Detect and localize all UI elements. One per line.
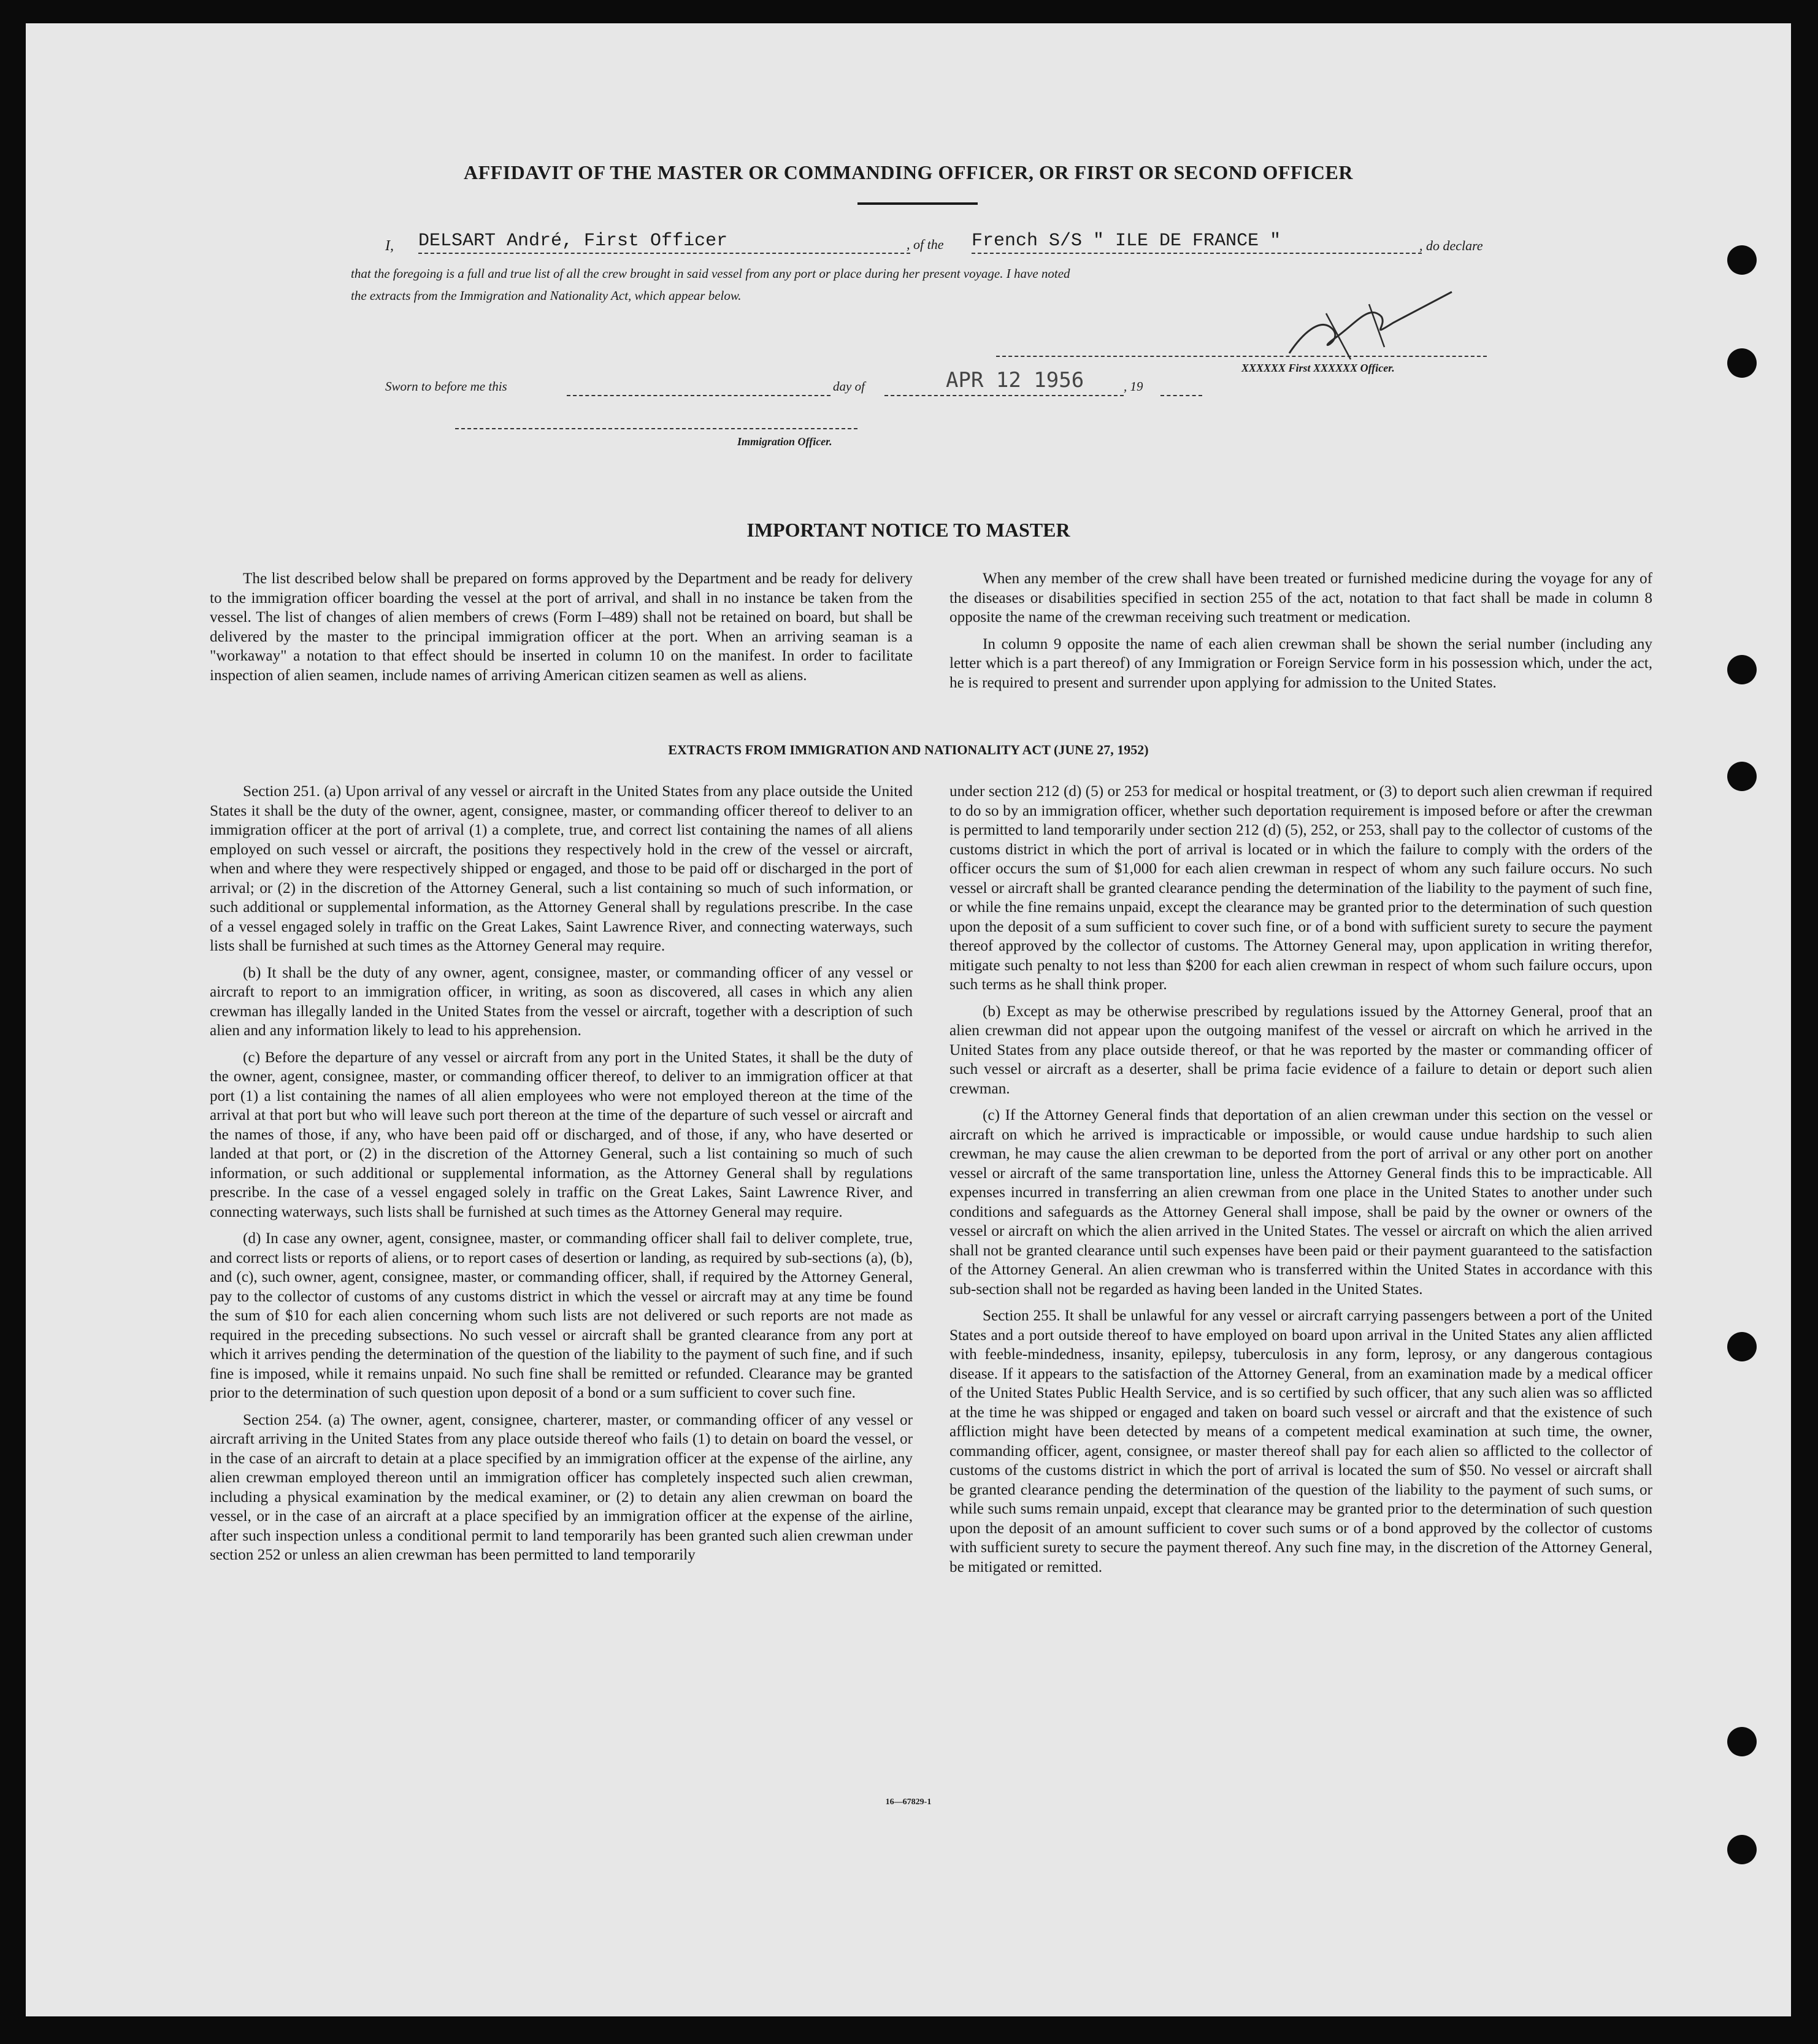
affidavit-line-2: that the foregoing is a full and true list of all the crew brought in said vessel from any port or place during her present voyage. I have noted [351, 266, 1070, 281]
signature-icon [1277, 280, 1461, 372]
sworn-month-line [884, 395, 1124, 396]
extract-paragraph: (b) Except as may be otherwise prescribed by regulations issued by the Attorney General, proof that an alien crewman did not appear upon the outgoing manifest of the vessel or aircraft on which he arrived in the United States from any place outside thereof, or that he was reported by the master or commanding officer of such vessel or aircraft as a deserter, shall be prima facie evidence of a failure to detain or deport such alien crewman. [949, 1003, 1652, 1097]
title-divider [857, 202, 978, 205]
extracts-title: EXTRACTS FROM IMMIGRATION AND NATIONALITY ACT (JUNE 27, 1952) [668, 742, 1149, 757]
sworn-day-label: day of [833, 379, 865, 394]
officer-name-line [418, 253, 910, 254]
punch-hole-icon [1727, 1727, 1757, 1756]
notice-paragraph: The list described below shall be prepared on forms approved by the Department and be ready for delivery to the immigration officer boarding the vessel at the port of arrival, and shall in no instance be taken from the vessel. The list of changes of alien members of crews (Form I–489) shall not be retained on board, but shall be delivered by the master to the principal immigration officer at the port. When an arriving seaman is a "workaway" a notation to that effect should be inserted in column 10 on the manifest. In order to facilitate inspection of alien seamen, include names of arriving American citizen seamen as well as aliens. [210, 570, 913, 684]
notice-title: IMPORTANT NOTICE TO MASTER [746, 519, 1070, 541]
extract-paragraph: (c) If the Attorney General finds that deportation of an alien crewman under this section on the vessel or aircraft on which he arrived is impracticable or impossible, or would cause undue hardship to such alien crewman, he may cause the alien crewman to be deported from the port of arrival or any other port on another vessel or aircraft of the same transportation line, unless the Attorney General finds this to be impracticable. All expenses incurred in transferring an alien crewman from one place in the United States to another under such conditions and safeguards as the Attorney General shall impose, shall be paid by the owner or owners of the vessel or aircraft on which the alien arrived in the United States. The vessel or aircraft on which the alien arrived shall not be granted clearance until such expenses have been paid or their payment guaranteed to the satisfaction of the Attorney General. An alien crewman who is transferred within the United States in accordance with this sub-section shall not be regarded as having been landed in the United States. [949, 1107, 1652, 1298]
extract-paragraph: Section 255. It shall be unlawful for any vessel or aircraft carrying passengers between a port of the United States and a port outside thereof to have employed on board upon arrival in the United States any alien afflicted with feeble-mindedness, insanity, epilepsy, tuberculosis in any form, leprosy, or any dangerous contagious disease. If it appears to the satisfaction of the Attorney General, from an examination made by a medical officer of the United States Public Health Service, and is so certified by such officer, that any such alien was so afflicted at the time he was shipped or engaged and taken on board such vessel or aircraft and that the existence of such affliction might have been detected by means of a competent medical examination at such time, the owner, commanding officer, agent, consignee, or master thereof shall pay for each alien so afflicted to the collector of customs of the customs district in which the port of arrival is located the sum of $50. No vessel or aircraft shall be granted clearance pending the determination of the question of the liability to the payment of such sums, or while such sums remain unpaid, except that clearance may be granted prior to the determination of such question upon the deposit of an amount sufficient to cover such sums or of a bond approved by the collector of customs with sufficient surety to secure the payment thereof. Any such fine may, in the discretion of the Attorney General, be mitigated or remitted. [949, 1307, 1652, 1575]
extract-paragraph: Section 251. (a) Upon arrival of any vessel or aircraft in the United States from any place outside the United States it shall be the duty of the owner, agent, consignee, master, or commanding officer thereof to deliver to an immigration officer at the port of arrival (1) a complete, true, and correct list containing the names of all aliens employed on such vessel or aircraft, the positions they respectively hold in the crew of the vessel or aircraft, when and where they were respectively shipped or engaged, and those to be paid off or discharged in the port of arrival; or (2) in the discretion of the Attorney General, such a list containing so much of such information, or such additional or supplemental information, as the Attorney General shall by regulations prescribe. In the case of a vessel engaged solely in traffic on the Great Lakes, Saint Lawrence River, and connecting waterways, such lists shall be furnished at such times as the Attorney General may require. [210, 783, 913, 954]
punch-hole-icon [1727, 348, 1757, 378]
signature-title-label: XXXXXX First XXXXXX Officer. [1241, 362, 1395, 374]
vessel-name: French S/S " ILE DE FRANCE " [972, 231, 1281, 251]
date-stamp: APR 12 1956 [946, 368, 1084, 392]
document-page [26, 23, 1791, 2016]
extract-paragraph: under section 212 (d) (5) or 253 for medical or hospital treatment, or (3) to deport such alien crewman if required to do so by an immigration officer, whether such deportation requirement is imposed before or after the crewman is permitted to land temporarily under section 212 (d) (5), 252, or 253, shall pay to the collector of customs of the customs district in which the port of arrival is located or in which the failure to comply with the orders of the officer occurs the sum of $1,000 for each alien crewman in respect of whom any such failure occurs. No such vessel or aircraft shall be granted clearance pending the determination of the liability to the payment of such fine, or while the fine remains unpaid, except the clearance may be granted prior to the determination of such question upon the deposit of a sum sufficient to cover such fine, or of a bond with sufficient surety to secure the payment thereof approved by the collector of customs. The Attorney General may, upon application in writing therefor, mitigate such penalty to not less than $200 for each alien crewman in respect of whom such failure occurs, upon such terms as he shall think proper. [949, 783, 1652, 993]
affidavit-prefix: I, [385, 238, 394, 254]
sworn-year-label: , 19 [1124, 379, 1143, 394]
document-title: AFFIDAVIT OF THE MASTER OR COMMANDING OFFICER, OR FIRST OR SECOND OFFICER [464, 161, 1353, 183]
declare-label: , do declare [1419, 238, 1483, 253]
of-the-label: , of the [907, 237, 944, 252]
notice-paragraph: When any member of the crew shall have been treated or furnished medicine during the voyage for any of the diseases or disabilities specified in section 255 of the act, notation to that fact shall be made in column 8 opposite the name of the crewman receiving such treatment or medication. [949, 570, 1652, 626]
punch-hole-icon [1727, 655, 1757, 684]
form-code: 16—67829-1 [885, 1797, 932, 1807]
punch-hole-icon [1727, 1332, 1757, 1361]
punch-hole-icon [1727, 245, 1757, 275]
extract-paragraph: (c) Before the departure of any vessel or aircraft from any port in the United States, it shall be the duty of the owner, agent, consignee, master, or commanding officer thereof, to deliver to an immigration officer at that port (1) a list containing the names of all alien employees who were not employed thereon at the time of the arrival at that port but who will leave such port thereon at the time of the departure of such vessel or aircraft and the names of those, if any, who have been paid off or discharged, and of those, if any, who have deserted or landed at that port, or (2) in the discretion of the Attorney General, such a list containing so much of such information, or such additional or supplemental information, as the Attorney General shall by regulations prescribe. In the case of a vessel engaged solely in traffic on the Great Lakes, Saint Lawrence River, and connecting waterways, such lists shall be furnished at such times as the Attorney General may require. [210, 1049, 913, 1220]
sworn-day-line [567, 395, 830, 396]
sworn-label: Sworn to before me this [385, 379, 507, 394]
extract-paragraph: (b) It shall be the duty of any owner, agent, consignee, master, or commanding officer of any vessel or aircraft to report to an immigration officer, in writing, as soon as discovered, all cases in which any alien crewman has illegally landed in the United States from the vessel or aircraft, together with a description of such alien and any information likely to lead to his apprehension. [210, 964, 913, 1039]
signature-line [996, 356, 1487, 357]
extracts-left-column [210, 782, 913, 1572]
officer-name: DELSART André, First Officer [418, 231, 728, 251]
vessel-name-line [972, 253, 1422, 254]
extract-paragraph: Section 254. (a) The owner, agent, consignee, charterer, master, or commanding officer of any vessel or aircraft arriving in the United States from any place outside thereof who fails (1) to detain on board the vessel, or in the case of an aircraft to detain at a place specified by an immigration officer at the expense of the airline, any alien crewman employed thereon until an immigration officer has completely inspected such alien crewman, including a physical examination by the medical examiner, or (2) to detain any alien crewman on board the vessel, or in the case of an aircraft at a place specified by an immigration officer at the expense of the airline, after such inspection unless a conditional permit to land temporarily has been granted such alien crewman under section 252 or unless an alien crewman has been permitted to land temporarily [210, 1411, 913, 1563]
notice-paragraph: In column 9 opposite the name of each alien crewman shall be shown the serial number (including any letter which is a part thereof) of any Immigration or Foreign Service form in his possession which, under the act, he is required to present and surrender upon applying for admission to the United States. [949, 635, 1652, 691]
immigration-officer-label: Immigration Officer. [737, 435, 832, 448]
punch-hole-icon [1727, 1835, 1757, 1864]
notice-right-column [949, 569, 1652, 700]
extracts-right-column [949, 782, 1652, 1584]
sworn-year-line [1160, 395, 1202, 396]
affidavit-line-3: the extracts from the Immigration and Nationality Act, which appear below. [351, 288, 742, 303]
extract-paragraph: (d) In case any owner, agent, consignee, master, or commanding officer shall fail to deliver complete, true, and correct lists or reports of aliens, or to report cases of desertion or landing, as required by sub-sections (a), (b), and (c), such owner, agent, consignee, master, or commanding officer, shall, if required by the Attorney General, pay to the collector of customs of any customs district in which the vessel or aircraft may at any time be found the sum of $10 for each alien concerning whom such lists are not delivered or such reports are not made as required in the preceding subsections. No such vessel or aircraft shall be granted clearance from any port at which it arrives pending the determination of the question of the liability to the payment of such fine, and if such fine is imposed, while it remains unpaid. No such fine shall be remitted or refunded. Clearance may be granted prior to the determination of such question upon deposit of a bond or a sum sufficient to cover such fine. [210, 1230, 913, 1401]
notice-left-column [210, 569, 913, 692]
immigration-officer-line [455, 428, 857, 429]
punch-hole-icon [1727, 762, 1757, 791]
